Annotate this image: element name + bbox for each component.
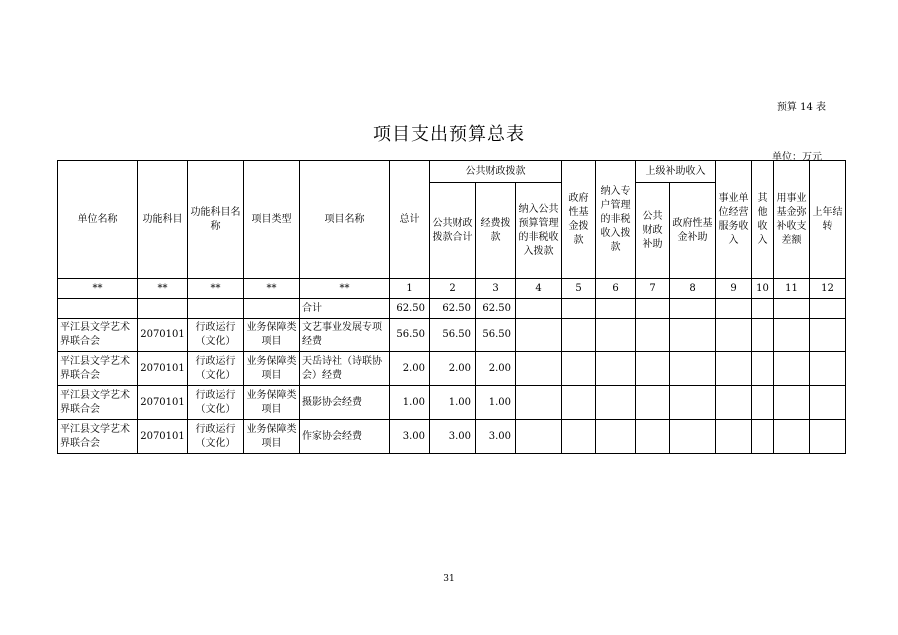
index-cell: 4 (516, 279, 562, 299)
func-cell: 行政运行（文化） (188, 319, 244, 352)
name-cell: 摄影协会经费 (300, 386, 390, 420)
header-public-fiscal-total: 公共财政拨款合计 (430, 183, 476, 279)
header-operating: 经费拨款 (476, 183, 516, 279)
table-row (58, 352, 846, 386)
header-func-name: 功能科目名称 (188, 161, 244, 279)
index-cell: 2 (430, 279, 476, 299)
index-cell: 11 (774, 279, 810, 299)
unit-cell: 平江县文学艺术界联合会 (58, 386, 138, 420)
type-cell: 业务保障类项目 (244, 386, 300, 420)
unit-cell: 平江县文学艺术界联合会 (58, 420, 138, 454)
public-total-cell: 1.00 (430, 386, 476, 420)
index-cell: ** (58, 279, 138, 299)
operating-cell: 3.00 (476, 420, 516, 454)
table-number-label: 预算 14 表 (776, 102, 826, 113)
code-cell: 2070101 (138, 352, 188, 386)
public-total-cell: 56.50 (430, 319, 476, 352)
type-cell: 业务保障类项目 (244, 319, 300, 352)
index-cell: 6 (596, 279, 636, 299)
header-upper-public: 公共财政补助 (636, 183, 670, 279)
index-cell: ** (300, 279, 390, 299)
type-cell: 业务保障类项目 (244, 420, 300, 454)
operating-cell: 2.00 (476, 352, 516, 386)
total-value: 62.50 (390, 299, 430, 319)
index-row (58, 279, 846, 299)
public-total-cell: 3.00 (430, 420, 476, 454)
unit-cell: 平江县文学艺术界联合会 (58, 352, 138, 386)
func-cell: 行政运行（文化） (188, 386, 244, 420)
total-cell: 3.00 (390, 420, 430, 454)
operating-cell: 1.00 (476, 386, 516, 420)
code-cell: 2070101 (138, 319, 188, 352)
unit-label: 单位：万元 (772, 152, 822, 163)
public-total-cell: 2.00 (430, 352, 476, 386)
header-project-name: 项目名称 (300, 161, 390, 279)
operating-cell: 56.50 (476, 319, 516, 352)
func-cell: 行政运行（文化） (188, 352, 244, 386)
header-other: 其他收入 (752, 161, 774, 279)
total-label: 合计 (300, 299, 390, 319)
name-cell: 文艺事业发展专项经费 (300, 319, 390, 352)
header-upper-gov-fund: 政府性基金补助 (670, 183, 716, 279)
index-cell: 3 (476, 279, 516, 299)
header-upper-subsidy: 上级补助收入 (636, 161, 716, 183)
index-cell: 1 (390, 279, 430, 299)
total-cell: 1.00 (390, 386, 430, 420)
index-cell: 8 (670, 279, 716, 299)
type-cell: 业务保障类项目 (244, 352, 300, 386)
code-cell: 2070101 (138, 386, 188, 420)
table-row (58, 319, 846, 352)
func-cell: 行政运行（文化） (188, 420, 244, 454)
header-unit-name: 单位名称 (58, 161, 138, 279)
header-func-code: 功能科目 (138, 161, 188, 279)
table-row (58, 420, 846, 454)
header-carryover: 上年结转 (810, 161, 846, 279)
header-business: 事业单位经营服务收入 (716, 161, 752, 279)
header-public-fiscal: 公共财政拨款 (430, 161, 562, 183)
unit-cell: 平江县文学艺术界联合会 (58, 319, 138, 352)
header-nontax: 纳入公共预算管理的非税收入拨款 (516, 183, 562, 279)
total-cell: 2.00 (390, 352, 430, 386)
header-gov-fund: 政府性基金拨款 (562, 161, 596, 279)
index-cell: 9 (716, 279, 752, 299)
index-cell: 5 (562, 279, 596, 299)
header-total: 总计 (390, 161, 430, 279)
page-title: 项目支出预算总表 (373, 124, 525, 145)
page-number: 31 (443, 574, 455, 584)
table-row (58, 386, 846, 420)
total-cell: 56.50 (390, 319, 430, 352)
total-operating-value: 62.50 (476, 299, 516, 319)
code-cell: 2070101 (138, 420, 188, 454)
index-cell: 10 (752, 279, 774, 299)
total-public-value: 62.50 (430, 299, 476, 319)
index-cell: 12 (810, 279, 846, 299)
budget-table (57, 160, 846, 454)
index-cell: ** (244, 279, 300, 299)
index-cell: 7 (636, 279, 670, 299)
header-project-type: 项目类型 (244, 161, 300, 279)
name-cell: 作家协会经费 (300, 420, 390, 454)
total-row (58, 299, 846, 319)
header-special-nontax: 纳入专户管理的非税收入拨款 (596, 161, 636, 279)
index-cell: ** (188, 279, 244, 299)
name-cell: 天岳诗社（诗联协会）经费 (300, 352, 390, 386)
header-business-fund: 用事业基金弥补收支差额 (774, 161, 810, 279)
index-cell: ** (138, 279, 188, 299)
